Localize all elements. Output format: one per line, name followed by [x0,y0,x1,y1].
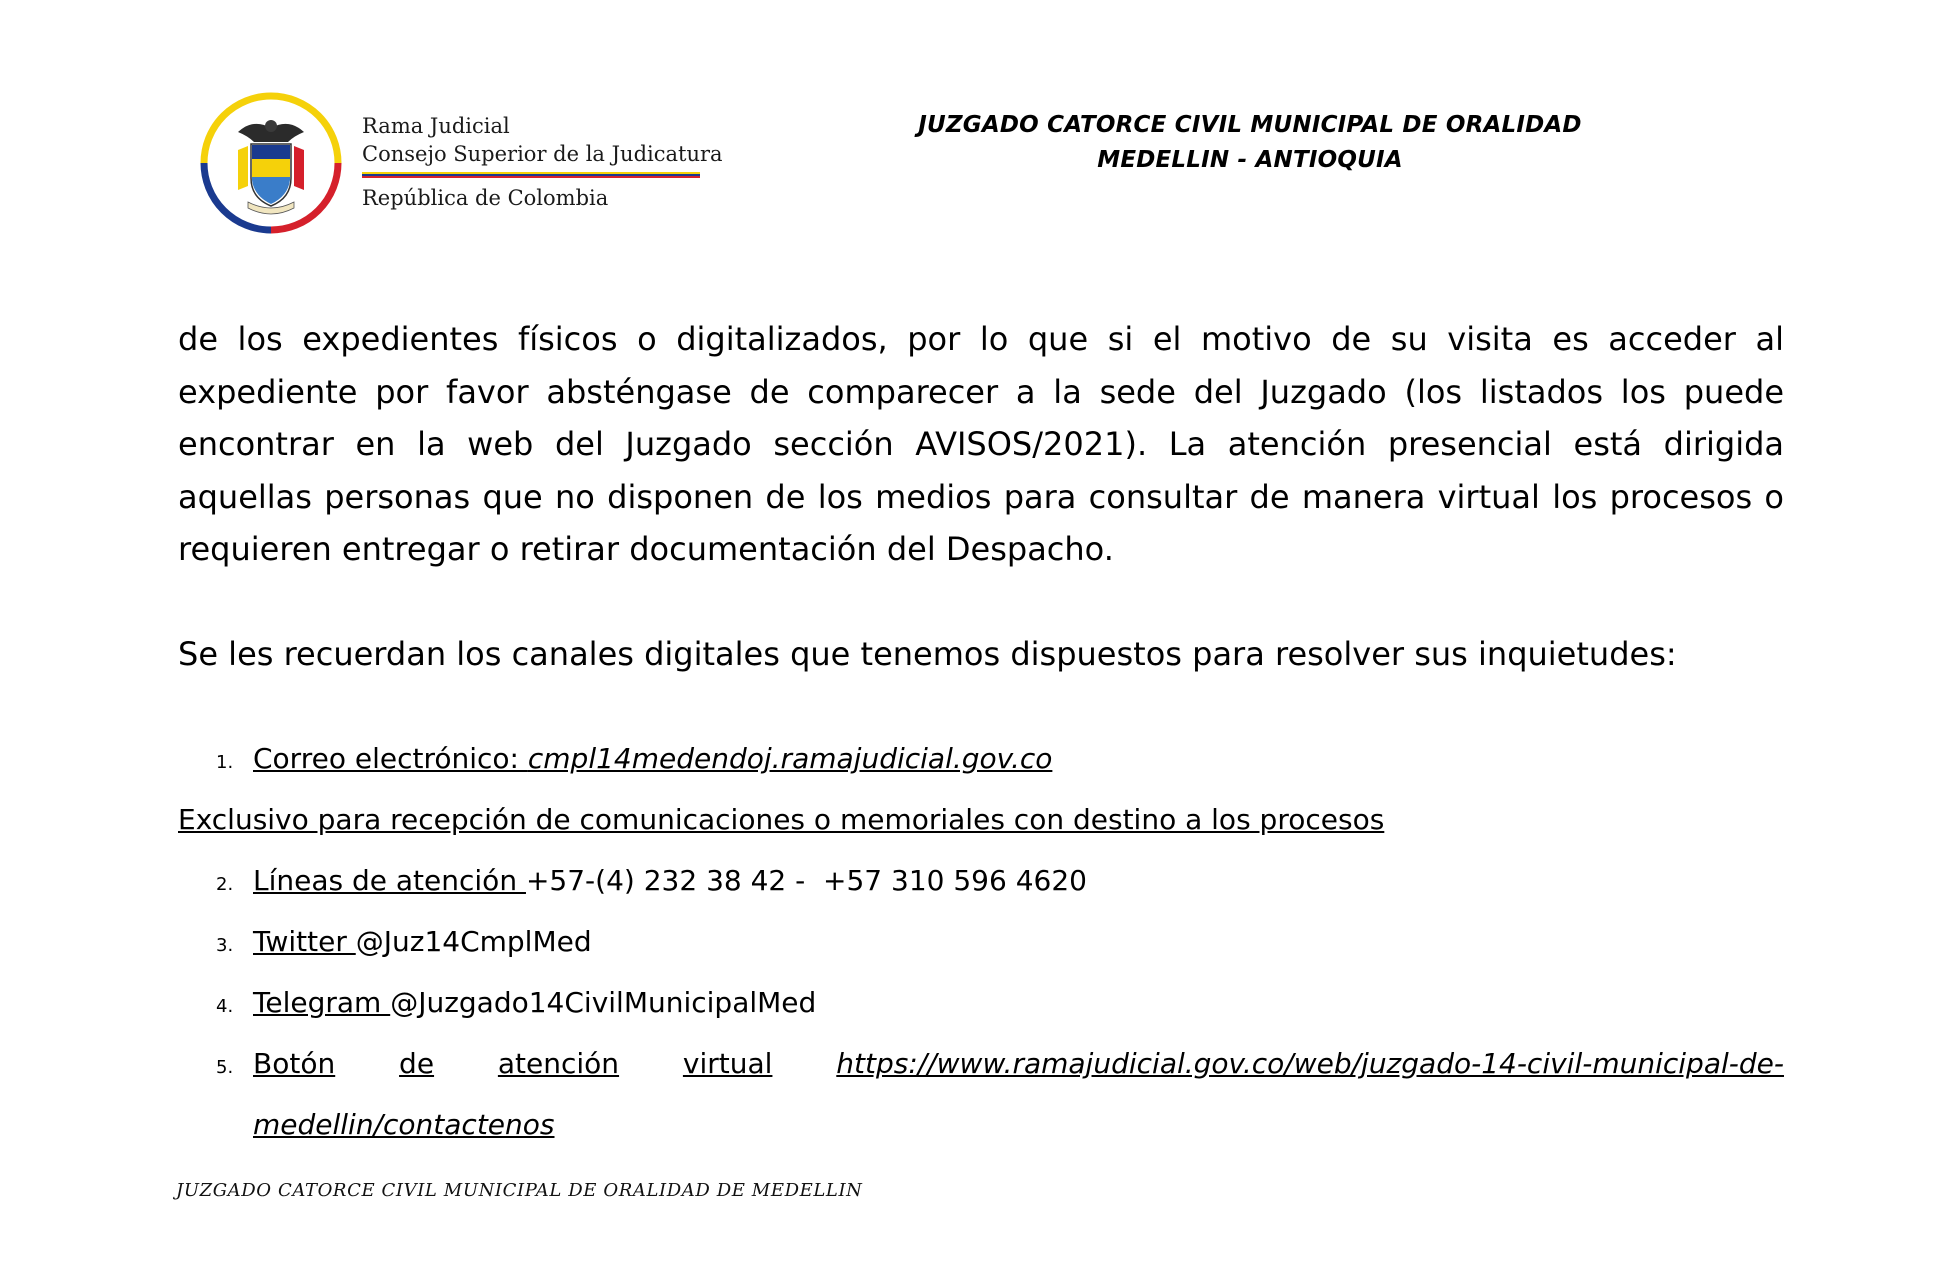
telegram-label: Telegram [253,986,391,1019]
org-line-consejo: Consejo Superior de la Judicatura [362,142,723,166]
body-content [178,313,1784,680]
list-item [178,1033,1784,1094]
exclusive-note-row [178,789,1784,850]
virtual-attention-link-continued[interactable]: medellin/contactenos [253,1108,555,1141]
org-line-rama-judicial: Rama Judicial [362,114,510,138]
phone-numbers: +57-(4) 232 38 42 - +57 310 596 4620 [525,864,1087,897]
virtual-button-label-word: virtual [682,1047,773,1080]
phone-label: Líneas de atención [253,864,526,897]
page-footer: JUZGADO CATORCE CIVIL MUNICIPAL DE ORALIDAD DE MEDELLIN [176,1180,863,1201]
twitter-handle: @Juz14CmplMed [355,925,592,958]
virtual-attention-link[interactable]: https://www.ramajudicial.gov.co/web/juzgado-14-civil-municipal-de- [836,1047,1784,1080]
email-link[interactable]: cmpl14medendoj.ramajudicial.gov.co [527,742,1053,775]
virtual-button-label-word: de [399,1047,435,1080]
org-line-republica: República de Colombia [362,186,609,210]
virtual-button-label-word: Botón [253,1047,336,1080]
list-item [178,850,1784,911]
list-item-number: 4. [216,996,234,1017]
list-item-number: 3. [216,935,234,956]
exclusive-note: Exclusivo para recepción de comunicaciones o memoriales con destino a los procesos [178,803,1385,836]
rama-judicial-seal-logo [198,90,344,236]
court-location: MEDELLIN - ANTIOQUIA [1097,147,1403,173]
list-item-continuation [178,1094,1784,1155]
list-item-number: 1. [216,752,234,773]
court-header [840,108,1660,178]
twitter-label: Twitter [253,925,356,958]
email-label: Correo electrónico: [253,742,528,775]
list-item-content [253,911,592,972]
virtual-button-label-word: atención [497,1047,620,1080]
list-item [178,911,1784,972]
list-item [178,972,1784,1033]
court-name: JUZGADO CATORCE CIVIL MUNICIPAL DE ORALIDAD [918,112,1582,138]
tricolor-divider [362,172,700,178]
org-name-block [362,112,723,212]
telegram-handle: @Juzgado14CivilMunicipalMed [390,986,817,1019]
list-item [178,728,1784,789]
list-item-content [253,972,816,1033]
digital-channels-list [178,728,1784,1155]
paragraph-digital-channels-intro: Se les recuerdan los canales digitales que tenemos dispuestos para resolver sus inquietudes: [178,634,1677,673]
list-item-content [253,850,1087,911]
list-item-number: 5. [216,1057,234,1078]
paragraph-attention-info: de los expedientes físicos o digitalizados, por lo que si el motivo de su visita es acceder al expediente por favor absténgase de comparecer a la sede del Juzgado (los listados los puede encontrar en la web del Juzgado sección AVISOS/2021). La atención presencial está dirigida aquellas personas que no disponen de los medios para consultar de manera virtual los procesos o requieren entregar o retirar documentación del Despacho. [178,320,1784,568]
list-item-content [253,1033,1784,1094]
list-item-content [253,728,1052,789]
list-item-number: 2. [216,874,234,895]
